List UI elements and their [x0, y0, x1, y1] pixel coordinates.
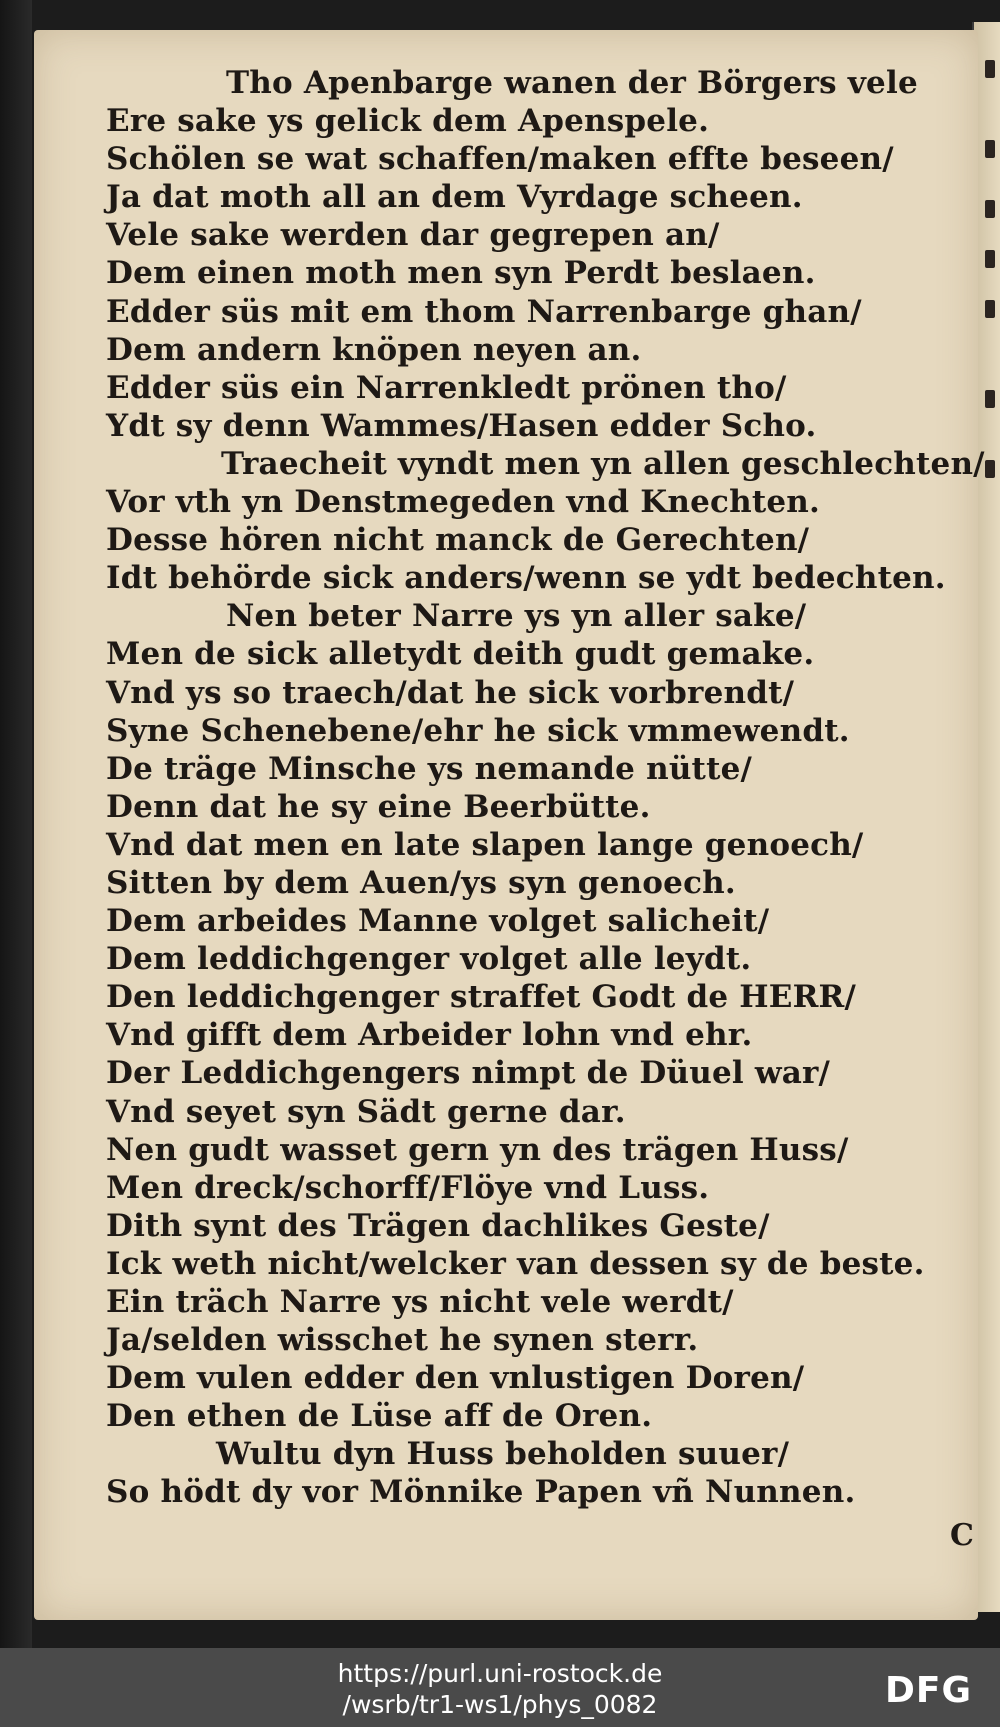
catchword-fragment: C	[950, 1518, 974, 1553]
permalink[interactable]	[0, 1658, 1000, 1720]
edge-mark	[985, 60, 995, 78]
poem-line: Ick weth nicht/welcker van dessen sy de beste.	[106, 1245, 925, 1282]
poem-line: De träge Minsche ys nemande nütte/	[106, 750, 753, 787]
poem-line: Der Leddichgengers nimpt de Düuel war/	[106, 1055, 831, 1092]
poem-line: Vele sake werden dar gegrepen an/	[106, 217, 720, 254]
poem-line: Nen gudt wasset gern yn des trägen Huss/	[106, 1131, 849, 1168]
poem-line: Desse hören nicht manck de Gerechten/	[106, 522, 810, 559]
edge-mark	[985, 250, 995, 268]
edge-mark	[985, 300, 995, 318]
poem-line: Dem einen moth men syn Perdt beslaen.	[106, 255, 816, 292]
poem-line: Vnd dat men en late slapen lange genoech/	[106, 826, 864, 863]
poem-line: Men de sick alletydt deith gudt gemake.	[106, 636, 815, 673]
permalink-line-1[interactable]: https://purl.uni-rostock.de	[337, 1659, 663, 1688]
poem-line: Vor vth yn Denstmegeden vnd Knechten.	[106, 484, 820, 521]
poem-line: Edder süs ein Narrenkledt prönen tho/	[106, 369, 787, 406]
poem-line: Ein träch Narre ys nicht vele werdt/	[106, 1284, 734, 1320]
edge-mark	[985, 390, 995, 408]
poem-text	[106, 64, 985, 1512]
poem-line: Tho Apenbarge wanen der Börgers vele	[226, 65, 918, 101]
poem-line: Schölen se wat schaffen/maken effte beseen/	[106, 141, 894, 178]
book-binding	[0, 0, 32, 1648]
poem-line: Nen beter Narre ys yn aller sake/	[226, 598, 807, 635]
poem-line: Men dreck/schorff/Flöye vnd Luss.	[106, 1169, 710, 1206]
poem-line: Dem andern knöpen neyen an.	[106, 331, 642, 368]
dfg-logo: DFG	[885, 1670, 973, 1711]
poem-line: Dem vulen edder den vnlustigen Doren/	[106, 1360, 805, 1397]
poem-line: Sitten by dem Auen/ys syn genoech.	[106, 864, 736, 901]
poem-line: Wultu dyn Huss beholden suuer/	[216, 1436, 790, 1473]
poem-line: Traecheit vyndt men yn allen geschlechten/	[221, 445, 985, 482]
poem-line: Dith synt des Trägen dachlikes Geste/	[106, 1207, 770, 1244]
edge-mark	[985, 200, 995, 218]
permalink-line-2[interactable]: /wsrb/tr1-ws1/phys_0082	[342, 1690, 658, 1719]
poem-line: Ere sake ys gelick dem Apenspele.	[106, 103, 710, 140]
poem-line: Syne Schenebene/ehr he sick vmmewendt.	[106, 712, 850, 749]
viewer-footer	[0, 1648, 1000, 1727]
poem-line: Den leddichgenger straffet Godt de HERR/	[106, 979, 857, 1016]
poem-line: So hödt dy vor Mönnike Papen vñ Nunnen.	[106, 1474, 856, 1511]
edge-mark	[985, 460, 995, 478]
poem-line: Ja dat moth all an dem Vyrdage scheen.	[106, 179, 803, 216]
poem-line: Vnd ys so traech/dat he sick vorbrendt/	[106, 674, 795, 711]
edge-mark	[985, 140, 995, 158]
poem-line: Den ethen de Lüse aff de Oren.	[106, 1398, 653, 1435]
poem-line: Ydt sy denn Wammes/Hasen edder Scho.	[106, 407, 817, 444]
poem-line: Idt behörde sick anders/wenn se ydt bedechten.	[106, 560, 946, 597]
poem-line: Dem leddichgenger volget alle leydt.	[106, 941, 752, 978]
poem-line: Edder süs mit em thom Narrenbarge ghan/	[106, 293, 862, 330]
poem-line: Denn dat he sy eine Beerbütte.	[106, 788, 651, 825]
poem-line: Vnd gifft dem Arbeider lohn vnd ehr.	[106, 1017, 753, 1054]
poem-line: Dem arbeides Manne volget salicheit/	[106, 903, 770, 940]
poem-line: Ja/selden wisschet he synen sterr.	[106, 1322, 699, 1359]
poem-line: Vnd seyet syn Sädt gerne dar.	[106, 1093, 626, 1130]
